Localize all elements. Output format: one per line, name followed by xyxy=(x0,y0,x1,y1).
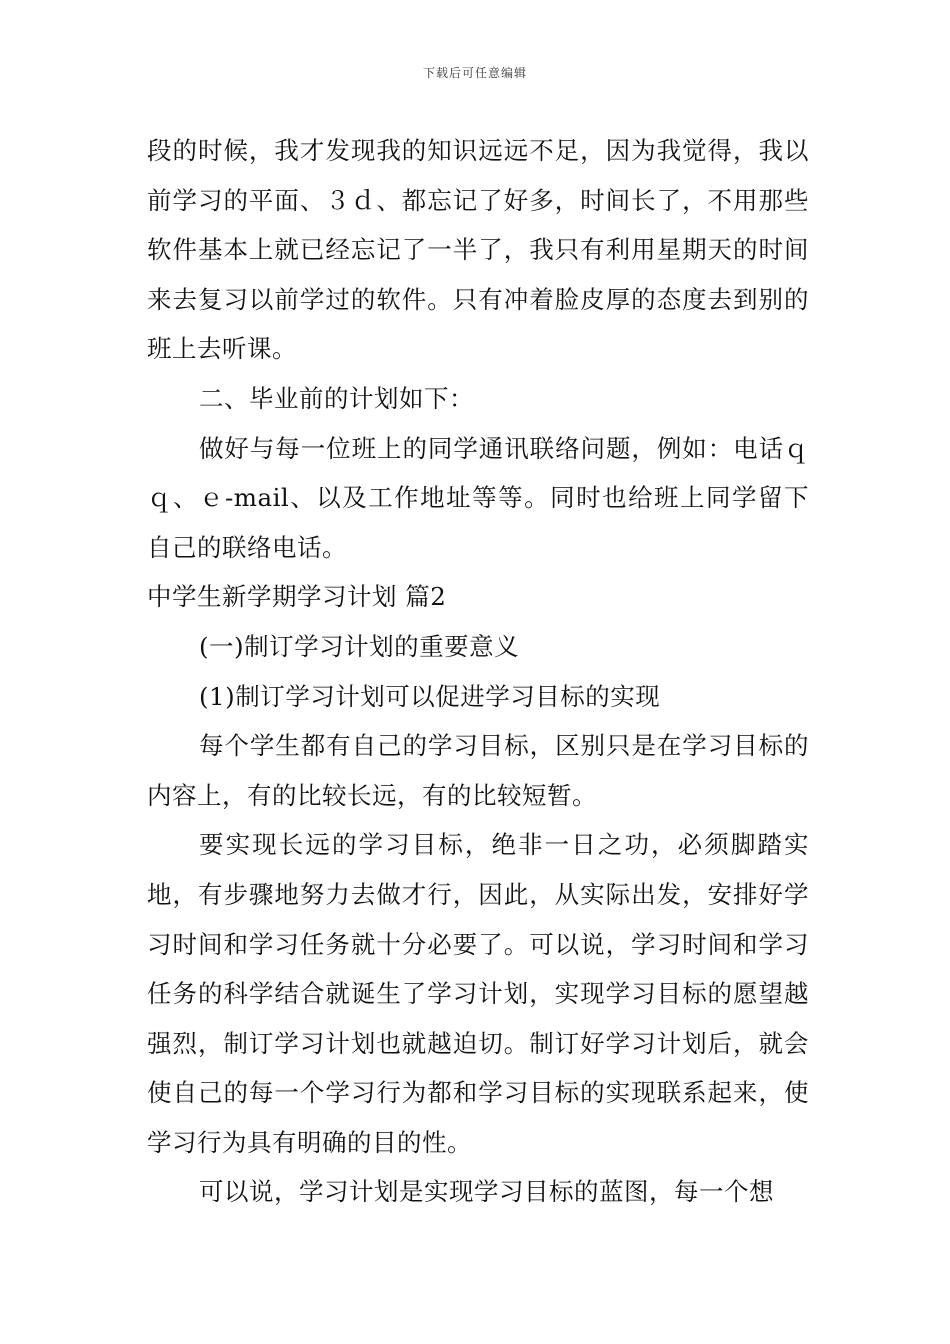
paragraph-contact: 做好与每一位班上的同学通讯联络问题，例如：电话ｑｑ、ｅ-mail、以及工作地址等等。同时也给班上同学留下自己的联络电话。 xyxy=(147,433,809,562)
paragraph-continued: 段的时候，我才发现我的知识远远不足，因为我觉得，我以前学习的平面、３ｄ、都忘记了好多，时间长了，不用那些软件基本上就已经忘记了一半了，我只有利用星期天的时间来去复习以前学过的软件。只有冲着脸皮厚的态度去到别的班上去听课。 xyxy=(147,136,809,364)
section-title: 中学生新学期学习计划 篇2 xyxy=(147,582,447,612)
document-body xyxy=(147,126,809,1217)
paragraph-plan-heading: 二、毕业前的计划如下： xyxy=(199,383,474,413)
paragraph-goals: 每个学生都有自己的学习目标，区别只是在学习目标的内容上，有的比较长远，有的比较短暂。 xyxy=(147,731,809,810)
page-header: 下载后可任意编辑 xyxy=(422,66,527,80)
subheading-significance: (一)制订学习计划的重要意义 xyxy=(199,631,520,661)
subheading-goal: (1)制订学习计划可以促进学习目标的实现 xyxy=(199,681,661,711)
paragraph-long-term: 要实现长远的学习目标，绝非一日之功，必须脚踏实地，有步骤地努力去做才行，因此，从实际出发，安排好学习时间和学习任务就十分必要了。可以说，学习时间和学习任务的科学结合就诞生了学习计划，实现学习目标的愿望越强烈，制订学习计划也就越迫切。制订好学习计划后，就会使自己的每一个学习行为都和学习目标的实现联系起来，使学习行为具有明确的目的性。 xyxy=(147,830,809,1157)
paragraph-blueprint: 可以说，学习计划是实现学习目标的蓝图，每一个想 xyxy=(199,1177,774,1207)
